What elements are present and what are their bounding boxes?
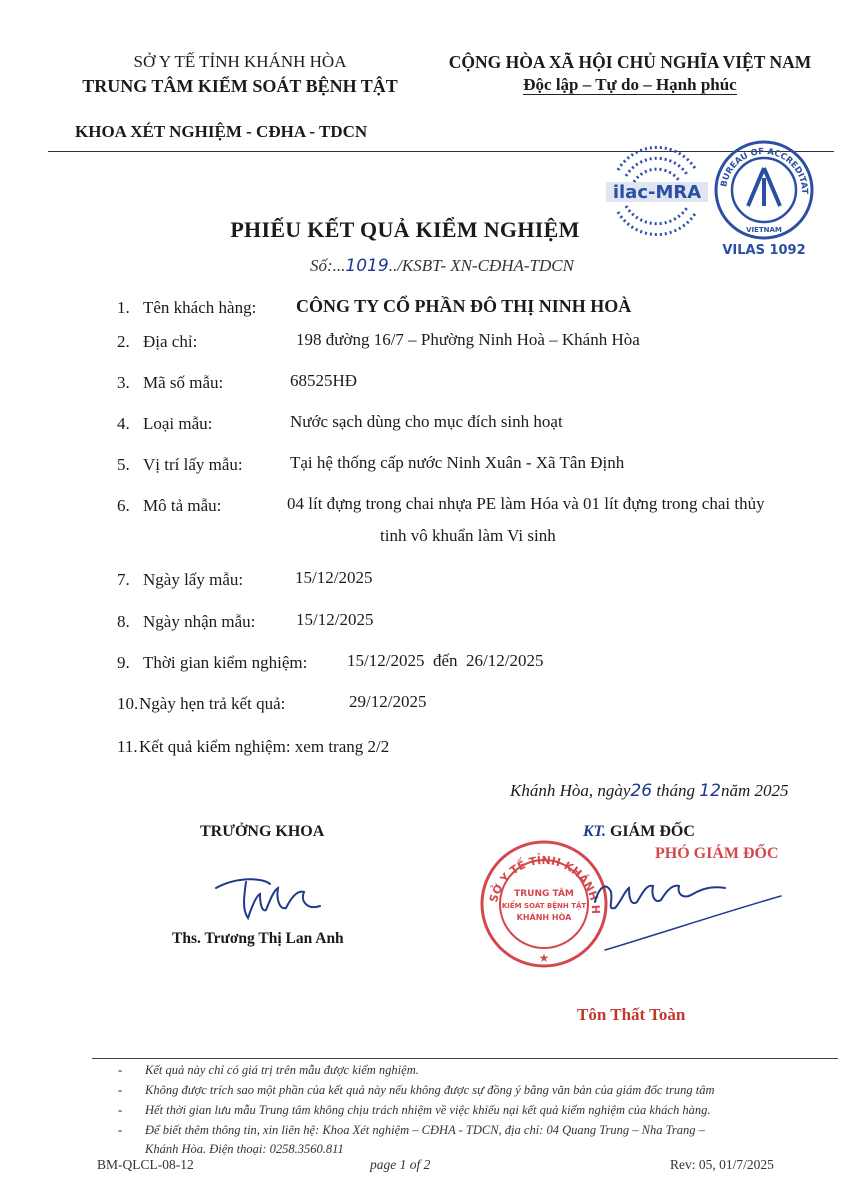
seal-center-line-2: KIỂM SOÁT BỆNH TẬT (501, 902, 587, 910)
page-indicator: page 1 of 2 (370, 1157, 431, 1172)
item-8-number: 8. (117, 612, 130, 631)
item-3-value: 68525HĐ (290, 371, 358, 390)
item-1-label: Tên khách hàng: (143, 298, 257, 317)
footnote-2: Không được trích sao một phần của kết quả này nếu không được sự đồng ý bằng văn bản của giám đốc trung tâm (145, 1083, 715, 1097)
date-month-handwritten: 12 (699, 781, 721, 801)
item-10-value: 29/12/2025 (349, 692, 427, 711)
left-signer-name: Ths. Trương Thị Lan Anh (172, 930, 344, 947)
item-2-value: 198 đường 16/7 – Phường Ninh Hoà – Khánh Hòa (296, 330, 640, 349)
director-title: GIÁM ĐỐC (609, 823, 695, 840)
date-part-3: năm 2025 (720, 781, 789, 800)
item-5-number: 5. (117, 455, 130, 474)
org-line-2: TRUNG TÂM KIỂM SOÁT BỆNH TẬT (82, 76, 398, 96)
item-10-label: Ngày hẹn trả kết quả: (139, 694, 286, 713)
item-8-label: Ngày nhận mẫu: (143, 612, 256, 631)
seal-center-line-1: TRUNG TÂM (514, 889, 574, 899)
org-line-1: SỞ Y TẾ TỈNH KHÁNH HÒA (133, 52, 347, 71)
item-4-value: Nước sạch dùng cho mục đích sinh hoạt (290, 412, 563, 431)
right-signer-name: Tôn Thất Toàn (577, 1005, 686, 1024)
item-7-value: 15/12/2025 (295, 568, 373, 587)
footnote-3: Hết thời gian lưu mẫu Trung tâm không chịu trách nhiệm về việc khiếu nại kết quả kiểm nghiệm của khách hàng. (145, 1103, 711, 1117)
item-9-label: Thời gian kiểm nghiệm: (143, 653, 308, 672)
item-8-value: 15/12/2025 (296, 610, 374, 629)
date-part-2: tháng (652, 781, 700, 800)
footnote-dash: - (118, 1063, 123, 1077)
signature-scribble-icon (585, 862, 785, 957)
item-7-label: Ngày lấy mẫu: (143, 570, 244, 589)
footnote-5: Khánh Hòa. Điện thoại: 0258.3560.811 (145, 1142, 344, 1156)
item-6-value-line2: tinh vô khuẩn làm Vi sinh (380, 526, 556, 545)
doc-number-suffix: ../KSBT- XN-CĐHA-TDCN (388, 256, 574, 275)
svg-text:★: ★ (538, 951, 550, 965)
footnote-dash: - (118, 1123, 123, 1137)
doc-number-prefix: Số:... (310, 256, 346, 275)
footnote-divider (92, 1058, 838, 1059)
boa-logo (712, 138, 816, 260)
item-6-number: 6. (117, 496, 130, 515)
seal-center-line-3: KHÁNH HÒA (516, 913, 572, 922)
place-date-line (510, 781, 788, 801)
item-3-label: Mã số mẫu: (143, 373, 224, 392)
form-code: BM-QLCL-08-12 (97, 1157, 194, 1172)
deputy-director-stamp: PHÓ GIÁM ĐỐC (655, 845, 779, 862)
motto (440, 75, 820, 95)
document-number (310, 256, 574, 276)
item-5-value: Tại hệ thống cấp nước Ninh Xuân - Xã Tân Định (290, 453, 625, 472)
department-name: KHOA XÉT NGHIỆM - CĐHA - TDCN (75, 122, 368, 141)
doc-number-handwritten: 1019 (345, 256, 389, 276)
item-1-number: 1. (117, 298, 130, 317)
footnote-1: Kết quả này chỉ có giá trị trên mẫu được kiểm nghiệm. (145, 1063, 419, 1077)
item-2-label: Địa chỉ: (143, 332, 198, 351)
seal-ring-text: SỞ Y TẾ TỈNH KHÁNH H (487, 853, 603, 915)
item-7-number: 7. (117, 570, 130, 589)
item-5-label: Vị trí lấy mẫu: (143, 455, 243, 474)
left-signer-title: TRƯỞNG KHOA (200, 823, 325, 840)
item-9-value: 15/12/2025 đến 26/12/2025 (347, 651, 544, 670)
item-3-number: 3. (117, 373, 130, 392)
motto-text: Độc lập – Tự do – Hạnh phúc (523, 75, 737, 94)
date-day-handwritten: 26 (630, 781, 653, 801)
vilas-code: VILAS 1092 (722, 243, 806, 258)
right-signature (585, 862, 785, 957)
item-2-number: 2. (117, 332, 130, 351)
item-6-label: Mô tả mẫu: (143, 496, 222, 515)
item-1-value: CÔNG TY CỔ PHẦN ĐÔ THỊ NINH HOÀ (296, 296, 632, 316)
item-11-label: Kết quả kiểm nghiệm: xem trang 2/2 (139, 737, 390, 756)
item-10-number: 10. (117, 694, 139, 713)
signature-scribble-icon (208, 866, 328, 926)
boa-accreditation-icon (712, 138, 816, 260)
item-4-number: 4. (117, 414, 130, 433)
ilac-text: ilac-MRA (612, 182, 702, 203)
item-9-number: 9. (117, 653, 130, 672)
revision: Rev: 05, 01/7/2025 (670, 1157, 774, 1172)
boa-ring-text: BUREAU OF ACCREDITAT (719, 146, 810, 195)
footnote-4: Để biết thêm thông tin, xin liên hệ: Khoa Xét nghiệm – CĐHA - TDCN, địa chỉ: 04 Quang Trung – Nha Trang – (145, 1123, 705, 1137)
document-title: PHIẾU KẾT QUẢ KIỂM NGHIỆM (230, 217, 580, 242)
kt-prefix: KT. (583, 823, 606, 840)
footnote-dash: - (118, 1083, 123, 1097)
footnote-dash: - (118, 1103, 123, 1117)
nation-title: CỘNG HÒA XÃ HỘI CHỦ NGHĨA VIỆT NAM (448, 52, 812, 72)
item-4-label: Loại mẫu: (143, 414, 213, 433)
item-6-value: 04 lít đựng trong chai nhựa PE làm Hóa và 01 lít đựng trong chai thủy (287, 494, 765, 513)
item-11-number: 11. (117, 737, 138, 756)
date-part-1: Khánh Hòa, ngày (510, 781, 631, 800)
boa-country-text: VIETNAM (746, 226, 782, 234)
left-signature (208, 866, 328, 926)
